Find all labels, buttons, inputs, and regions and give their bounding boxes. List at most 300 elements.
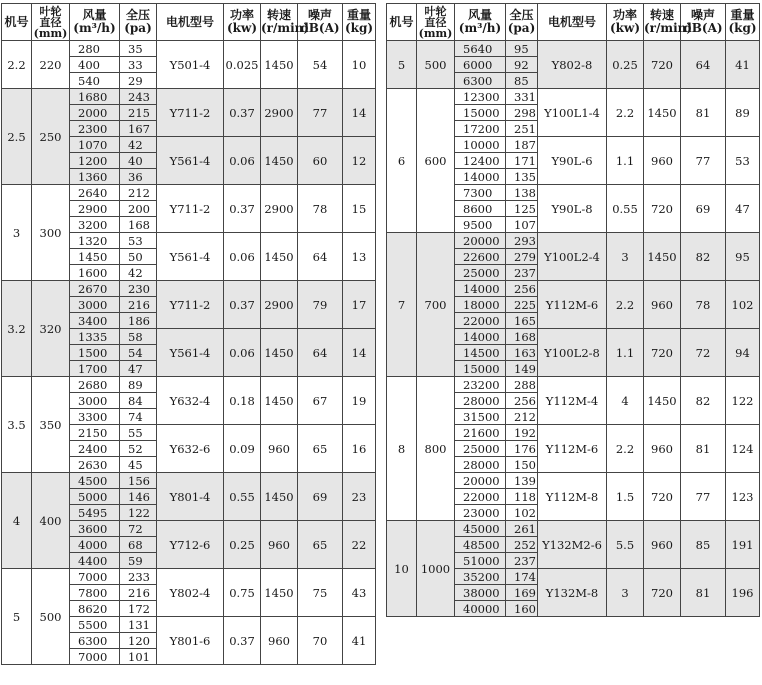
pressure-cell: 176: [506, 441, 538, 457]
machine-no-cell: 3.5: [2, 377, 32, 473]
pressure-cell: 256: [506, 281, 538, 297]
pressure-cell: 192: [506, 425, 538, 441]
pressure-cell: 230: [120, 281, 157, 297]
weight-cell: 17: [343, 281, 376, 329]
weight-cell: 23: [343, 473, 376, 521]
header-impeller-diameter: [32, 4, 70, 41]
table-row: [2, 473, 376, 489]
noise-cell: 81: [681, 89, 726, 137]
header-air-volume-line: (m³/h): [458, 21, 502, 35]
weight-cell: 41: [343, 617, 376, 665]
header-motor-model-line: 电机型号: [165, 14, 214, 29]
speed-cell: 1450: [644, 233, 681, 281]
air-volume-cell: 400: [70, 57, 120, 73]
air-volume-cell: 2680: [70, 377, 120, 393]
motor-model-cell: Y802-4: [157, 569, 224, 617]
table-row: [2, 377, 376, 393]
weight-cell: 10: [343, 41, 376, 89]
air-volume-cell: 3400: [70, 313, 120, 329]
noise-cell: 67: [298, 377, 343, 425]
air-volume-cell: 15000: [455, 105, 506, 121]
air-volume-cell: 15000: [455, 361, 506, 377]
pressure-cell: 243: [120, 89, 157, 105]
impeller-diameter-cell: 500: [417, 41, 455, 89]
pressure-cell: 298: [506, 105, 538, 121]
impeller-diameter-cell: 350: [32, 377, 70, 473]
pressure-cell: 84: [120, 393, 157, 409]
impeller-diameter-cell: 700: [417, 233, 455, 377]
table-row: [2, 89, 376, 105]
noise-cell: 77: [298, 89, 343, 137]
pressure-cell: 169: [506, 585, 538, 601]
header-impeller-diameter-line: 直径: [39, 15, 62, 29]
weight-cell: 191: [726, 521, 760, 569]
header-machine-no: [2, 4, 32, 41]
motor-model-cell: Y711-2: [157, 89, 224, 137]
power-cell: 0.06: [224, 233, 261, 281]
header-weight-line: (kg): [344, 21, 374, 35]
power-cell: 0.06: [224, 137, 261, 185]
air-volume-cell: 2640: [70, 185, 120, 201]
noise-cell: 81: [681, 425, 726, 473]
header-motor-model: [157, 4, 224, 41]
header-power-line: 功率: [612, 8, 637, 22]
pressure-cell: 212: [506, 409, 538, 425]
air-volume-cell: 1360: [70, 169, 120, 185]
motor-model-cell: Y112M-8: [538, 473, 607, 521]
speed-cell: 960: [261, 425, 298, 473]
header-noise-line: dB(A): [300, 21, 340, 35]
power-cell: 0.25: [224, 521, 261, 569]
machine-no-cell: 5: [2, 569, 32, 665]
header-total-pressure-line: (pa): [507, 21, 536, 35]
speed-cell: 960: [261, 617, 298, 665]
air-volume-cell: 540: [70, 73, 120, 89]
header-weight: [726, 4, 760, 41]
air-volume-cell: 8620: [70, 601, 120, 617]
pressure-cell: 186: [120, 313, 157, 329]
header-weight-line: (kg): [728, 21, 757, 35]
speed-cell: 2900: [261, 185, 298, 233]
power-cell: 0.37: [224, 281, 261, 329]
speed-cell: 1450: [261, 41, 298, 89]
weight-cell: 19: [343, 377, 376, 425]
header-impeller-diameter-line: 叶轮: [39, 4, 62, 18]
air-volume-cell: 14000: [455, 169, 506, 185]
weight-cell: 14: [343, 329, 376, 377]
weight-cell: 124: [726, 425, 760, 473]
impeller-diameter-cell: 500: [32, 569, 70, 665]
air-volume-cell: 1450: [70, 249, 120, 265]
noise-cell: 85: [681, 521, 726, 569]
air-volume-cell: 2300: [70, 121, 120, 137]
motor-model-cell: Y711-2: [157, 281, 224, 329]
pressure-cell: 135: [506, 169, 538, 185]
pressure-cell: 125: [506, 201, 538, 217]
header-machine-no: [387, 4, 417, 41]
pressure-cell: 167: [120, 121, 157, 137]
pressure-cell: 33: [120, 57, 157, 73]
pressure-cell: 237: [506, 265, 538, 281]
motor-model-cell: Y561-4: [157, 137, 224, 185]
header-total-pressure-line: 全压: [509, 8, 534, 22]
speed-cell: 2900: [261, 281, 298, 329]
impeller-diameter-cell: 220: [32, 41, 70, 89]
motor-model-cell: Y132M-8: [538, 569, 607, 617]
power-cell: 0.37: [224, 89, 261, 137]
pressure-cell: 237: [506, 553, 538, 569]
weight-cell: 16: [343, 425, 376, 473]
motor-model-cell: Y132M2-6: [538, 521, 607, 569]
power-cell: 2.2: [607, 281, 644, 329]
pressure-cell: 225: [506, 297, 538, 313]
left-spec-table: [1, 3, 376, 665]
air-volume-cell: 3200: [70, 217, 120, 233]
pressure-cell: 101: [120, 649, 157, 665]
pressure-cell: 55: [120, 425, 157, 441]
noise-cell: 78: [298, 185, 343, 233]
machine-no-cell: 8: [387, 377, 417, 521]
power-cell: 0.025: [224, 41, 261, 89]
pressure-cell: 233: [120, 569, 157, 585]
speed-cell: 1450: [261, 137, 298, 185]
air-volume-cell: 5500: [70, 617, 120, 633]
motor-model-cell: Y801-6: [157, 617, 224, 665]
header-speed-line: (r/min): [644, 21, 693, 35]
pressure-cell: 138: [506, 185, 538, 201]
motor-model-cell: Y561-4: [157, 329, 224, 377]
weight-cell: 13: [343, 233, 376, 281]
power-cell: 0.37: [224, 185, 261, 233]
weight-cell: 47: [726, 185, 760, 233]
table-row: [2, 281, 376, 297]
table-row: [387, 377, 760, 393]
air-volume-cell: 5495: [70, 505, 120, 521]
header-motor-model-line: 电机型号: [547, 14, 596, 29]
speed-cell: 1450: [261, 329, 298, 377]
pressure-cell: 200: [120, 201, 157, 217]
air-volume-cell: 1680: [70, 89, 120, 105]
header-noise: [298, 4, 343, 41]
machine-no-cell: 2.5: [2, 89, 32, 185]
header-weight: [343, 4, 376, 41]
pressure-cell: 331: [506, 89, 538, 105]
power-cell: 4: [607, 377, 644, 425]
air-volume-cell: 2400: [70, 441, 120, 457]
header-impeller-diameter-line: 叶轮: [424, 4, 447, 18]
speed-cell: 1450: [261, 473, 298, 521]
motor-model-cell: Y100L1-4: [538, 89, 607, 137]
header-noise-line: dB(A): [683, 21, 723, 35]
speed-cell: 1450: [261, 233, 298, 281]
header-air-volume-line: 风量: [82, 8, 107, 22]
air-volume-cell: 3000: [70, 393, 120, 409]
weight-cell: 15: [343, 185, 376, 233]
power-cell: 0.06: [224, 329, 261, 377]
air-volume-cell: 1600: [70, 265, 120, 281]
right-spec-table: [386, 3, 760, 617]
pressure-cell: 216: [120, 585, 157, 601]
air-volume-cell: 45000: [455, 521, 506, 537]
speed-cell: 720: [644, 473, 681, 521]
pressure-cell: 72: [120, 521, 157, 537]
motor-model-cell: Y112M-6: [538, 281, 607, 329]
air-volume-cell: 3600: [70, 521, 120, 537]
air-volume-cell: 17200: [455, 121, 506, 137]
air-volume-cell: 3300: [70, 409, 120, 425]
pressure-cell: 45: [120, 457, 157, 473]
header-power-line: (kw): [227, 21, 257, 35]
table-row: [387, 521, 760, 537]
pressure-cell: 293: [506, 233, 538, 249]
pressure-cell: 118: [506, 489, 538, 505]
noise-cell: 69: [298, 473, 343, 521]
header-total-pressure: [120, 4, 157, 41]
air-volume-cell: 4000: [70, 537, 120, 553]
weight-cell: 14: [343, 89, 376, 137]
header-speed: [644, 4, 693, 41]
weight-cell: 122: [726, 377, 760, 425]
noise-cell: 60: [298, 137, 343, 185]
pressure-cell: 146: [120, 489, 157, 505]
pressure-cell: 35: [120, 41, 157, 57]
air-volume-cell: 2900: [70, 201, 120, 217]
noise-cell: 77: [681, 137, 726, 185]
air-volume-cell: 23000: [455, 505, 506, 521]
pressure-cell: 107: [506, 217, 538, 233]
air-volume-cell: 31500: [455, 409, 506, 425]
pressure-cell: 92: [506, 57, 538, 73]
power-cell: 0.09: [224, 425, 261, 473]
power-cell: 0.37: [224, 617, 261, 665]
header-machine-no-line: 机号: [389, 14, 414, 29]
air-volume-cell: 48500: [455, 537, 506, 553]
pressure-cell: 120: [120, 633, 157, 649]
impeller-diameter-cell: 400: [32, 473, 70, 569]
weight-cell: 196: [726, 569, 760, 617]
power-cell: 3: [607, 569, 644, 617]
header-impeller-diameter-line: (mm): [418, 26, 453, 40]
header-noise-line: 噪声: [690, 8, 715, 22]
header-weight-line: 重量: [730, 8, 755, 22]
noise-cell: 81: [681, 569, 726, 617]
pressure-cell: 40: [120, 153, 157, 169]
noise-cell: 64: [298, 329, 343, 377]
pressure-cell: 42: [120, 265, 157, 281]
header-air-volume: [455, 4, 506, 41]
air-volume-cell: 5640: [455, 41, 506, 57]
air-volume-cell: 6300: [70, 633, 120, 649]
motor-model-cell: Y711-2: [157, 185, 224, 233]
weight-cell: 43: [343, 569, 376, 617]
pressure-cell: 149: [506, 361, 538, 377]
weight-cell: 95: [726, 233, 760, 281]
motor-model-cell: Y632-6: [157, 425, 224, 473]
pressure-cell: 279: [506, 249, 538, 265]
speed-cell: 720: [644, 329, 681, 377]
air-volume-cell: 6000: [455, 57, 506, 73]
air-volume-cell: 22000: [455, 489, 506, 505]
air-volume-cell: 25000: [455, 265, 506, 281]
air-volume-cell: 1500: [70, 345, 120, 361]
air-volume-cell: 12300: [455, 89, 506, 105]
air-volume-cell: 1200: [70, 153, 120, 169]
impeller-diameter-cell: 1000: [417, 521, 455, 617]
pressure-cell: 261: [506, 521, 538, 537]
air-volume-cell: 12400: [455, 153, 506, 169]
power-cell: 0.55: [224, 473, 261, 521]
power-cell: 1.5: [607, 473, 644, 521]
power-cell: 0.75: [224, 569, 261, 617]
weight-cell: 41: [726, 41, 760, 89]
air-volume-cell: 28000: [455, 393, 506, 409]
noise-cell: 64: [681, 41, 726, 89]
air-volume-cell: 7000: [70, 649, 120, 665]
motor-model-cell: Y802-8: [538, 41, 607, 89]
header-total-pressure-line: 全压: [125, 8, 150, 22]
air-volume-cell: 51000: [455, 553, 506, 569]
speed-cell: 720: [644, 569, 681, 617]
motor-model-cell: Y501-4: [157, 41, 224, 89]
pressure-cell: 251: [506, 121, 538, 137]
air-volume-cell: 1335: [70, 329, 120, 345]
pressure-cell: 95: [506, 41, 538, 57]
pressure-cell: 139: [506, 473, 538, 489]
header-air-volume-line: 风量: [467, 8, 492, 22]
speed-cell: 720: [644, 41, 681, 89]
air-volume-cell: 8600: [455, 201, 506, 217]
table-row: [387, 41, 760, 57]
air-volume-cell: 20000: [455, 233, 506, 249]
air-volume-cell: 1320: [70, 233, 120, 249]
noise-cell: 72: [681, 329, 726, 377]
noise-cell: 54: [298, 41, 343, 89]
motor-model-cell: Y112M-4: [538, 377, 607, 425]
header-power: [607, 4, 644, 41]
air-volume-cell: 22000: [455, 313, 506, 329]
machine-no-cell: 2.2: [2, 41, 32, 89]
air-volume-cell: 5000: [70, 489, 120, 505]
motor-model-cell: Y100L2-8: [538, 329, 607, 377]
noise-cell: 64: [298, 233, 343, 281]
air-volume-cell: 23200: [455, 377, 506, 393]
pressure-cell: 174: [506, 569, 538, 585]
power-cell: 2.2: [607, 425, 644, 473]
table-row: [387, 233, 760, 249]
machine-no-cell: 4: [2, 473, 32, 569]
pressure-cell: 168: [120, 217, 157, 233]
weight-cell: 89: [726, 89, 760, 137]
noise-cell: 78: [681, 281, 726, 329]
air-volume-cell: 2630: [70, 457, 120, 473]
header-machine-no-line: 机号: [4, 14, 29, 29]
motor-model-cell: Y801-4: [157, 473, 224, 521]
left-spec-panel: [1, 3, 375, 665]
header-noise: [681, 4, 726, 41]
table-row: [2, 569, 376, 585]
header-speed-line: (r/min): [261, 21, 310, 35]
power-cell: 1.1: [607, 329, 644, 377]
header-speed-line: 转速: [266, 8, 291, 22]
noise-cell: 65: [298, 425, 343, 473]
machine-no-cell: 7: [387, 233, 417, 377]
header-noise-line: 噪声: [307, 8, 332, 22]
air-volume-cell: 7800: [70, 585, 120, 601]
air-volume-cell: 25000: [455, 441, 506, 457]
weight-cell: 102: [726, 281, 760, 329]
header-speed-line: 转速: [649, 8, 674, 22]
air-volume-cell: 7300: [455, 185, 506, 201]
table-row: [2, 185, 376, 201]
weight-cell: 53: [726, 137, 760, 185]
air-volume-cell: 1070: [70, 137, 120, 153]
noise-cell: 65: [298, 521, 343, 569]
header-power-line: 功率: [229, 8, 254, 22]
header-speed: [261, 4, 310, 41]
table-row: [387, 89, 760, 105]
air-volume-cell: 38000: [455, 585, 506, 601]
noise-cell: 75: [298, 569, 343, 617]
weight-cell: 22: [343, 521, 376, 569]
air-volume-cell: 14500: [455, 345, 506, 361]
pressure-cell: 215: [120, 105, 157, 121]
header-air-volume-line: (m³/h): [73, 21, 116, 35]
air-volume-cell: 4400: [70, 553, 120, 569]
power-cell: 2.2: [607, 89, 644, 137]
motor-model-cell: Y112M-6: [538, 425, 607, 473]
weight-cell: 94: [726, 329, 760, 377]
speed-cell: 720: [644, 185, 681, 233]
speed-cell: 960: [261, 521, 298, 569]
pressure-cell: 288: [506, 377, 538, 393]
air-volume-cell: 35200: [455, 569, 506, 585]
air-volume-cell: 22600: [455, 249, 506, 265]
motor-model-cell: Y632-4: [157, 377, 224, 425]
header-weight-line: 重量: [346, 8, 371, 22]
power-cell: 1.1: [607, 137, 644, 185]
noise-cell: 77: [681, 473, 726, 521]
pressure-cell: 212: [120, 185, 157, 201]
pressure-cell: 168: [506, 329, 538, 345]
speed-cell: 960: [644, 281, 681, 329]
impeller-diameter-cell: 300: [32, 185, 70, 281]
air-volume-cell: 20000: [455, 473, 506, 489]
header-total-pressure: [506, 4, 538, 41]
air-volume-cell: 7000: [70, 569, 120, 585]
noise-cell: 69: [681, 185, 726, 233]
machine-no-cell: 3: [2, 185, 32, 281]
header-motor-model: [538, 4, 607, 41]
air-volume-cell: 6300: [455, 73, 506, 89]
pressure-cell: 29: [120, 73, 157, 89]
air-volume-cell: 40000: [455, 601, 506, 617]
air-volume-cell: 2670: [70, 281, 120, 297]
pressure-cell: 122: [120, 505, 157, 521]
motor-model-cell: Y100L2-4: [538, 233, 607, 281]
air-volume-cell: 9500: [455, 217, 506, 233]
pressure-cell: 42: [120, 137, 157, 153]
machine-no-cell: 3.2: [2, 281, 32, 377]
power-cell: 0.18: [224, 377, 261, 425]
pressure-cell: 52: [120, 441, 157, 457]
pressure-cell: 187: [506, 137, 538, 153]
motor-model-cell: Y712-6: [157, 521, 224, 569]
pressure-cell: 156: [120, 473, 157, 489]
noise-cell: 70: [298, 617, 343, 665]
pressure-cell: 58: [120, 329, 157, 345]
speed-cell: 1450: [261, 377, 298, 425]
machine-no-cell: 10: [387, 521, 417, 617]
